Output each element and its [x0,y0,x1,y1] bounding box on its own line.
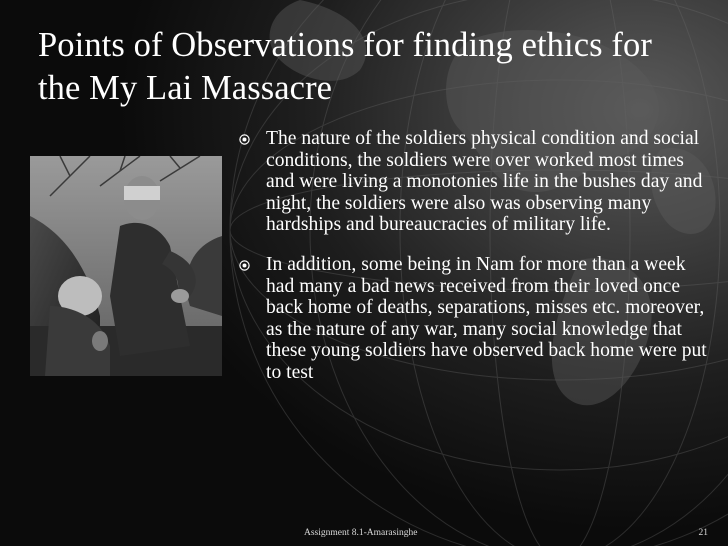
soldiers-photo-image [30,156,222,376]
bullet-text: In addition, some being in Nam for more than a week had many a bad news received from their loved once back home of deaths, separations, misses etc. moreover, as the nature of any war, many social knowledge that these young soldiers have observed back home were put to test [266,253,707,383]
slide-title: Points of Observations for finding ethics for the My Lai Massacre [38,26,652,107]
bullet-item [238,128,708,236]
page-number: 21 [698,528,708,538]
target-bullet-icon [239,134,250,145]
war-photo [30,156,222,376]
footer-text: Assignment 8.1-Amarasinghe [304,528,418,538]
target-bullet-icon [239,260,250,271]
bullet-item [238,254,708,384]
bullet-text: The nature of the soldiers physical condition and social conditions, the soldiers were over worked most times and were living a monotonies life in the bushes day and night, the soldiers were also was observing many hardships and bureaucracies of military life. [266,128,703,236]
bullet-list [238,128,708,398]
